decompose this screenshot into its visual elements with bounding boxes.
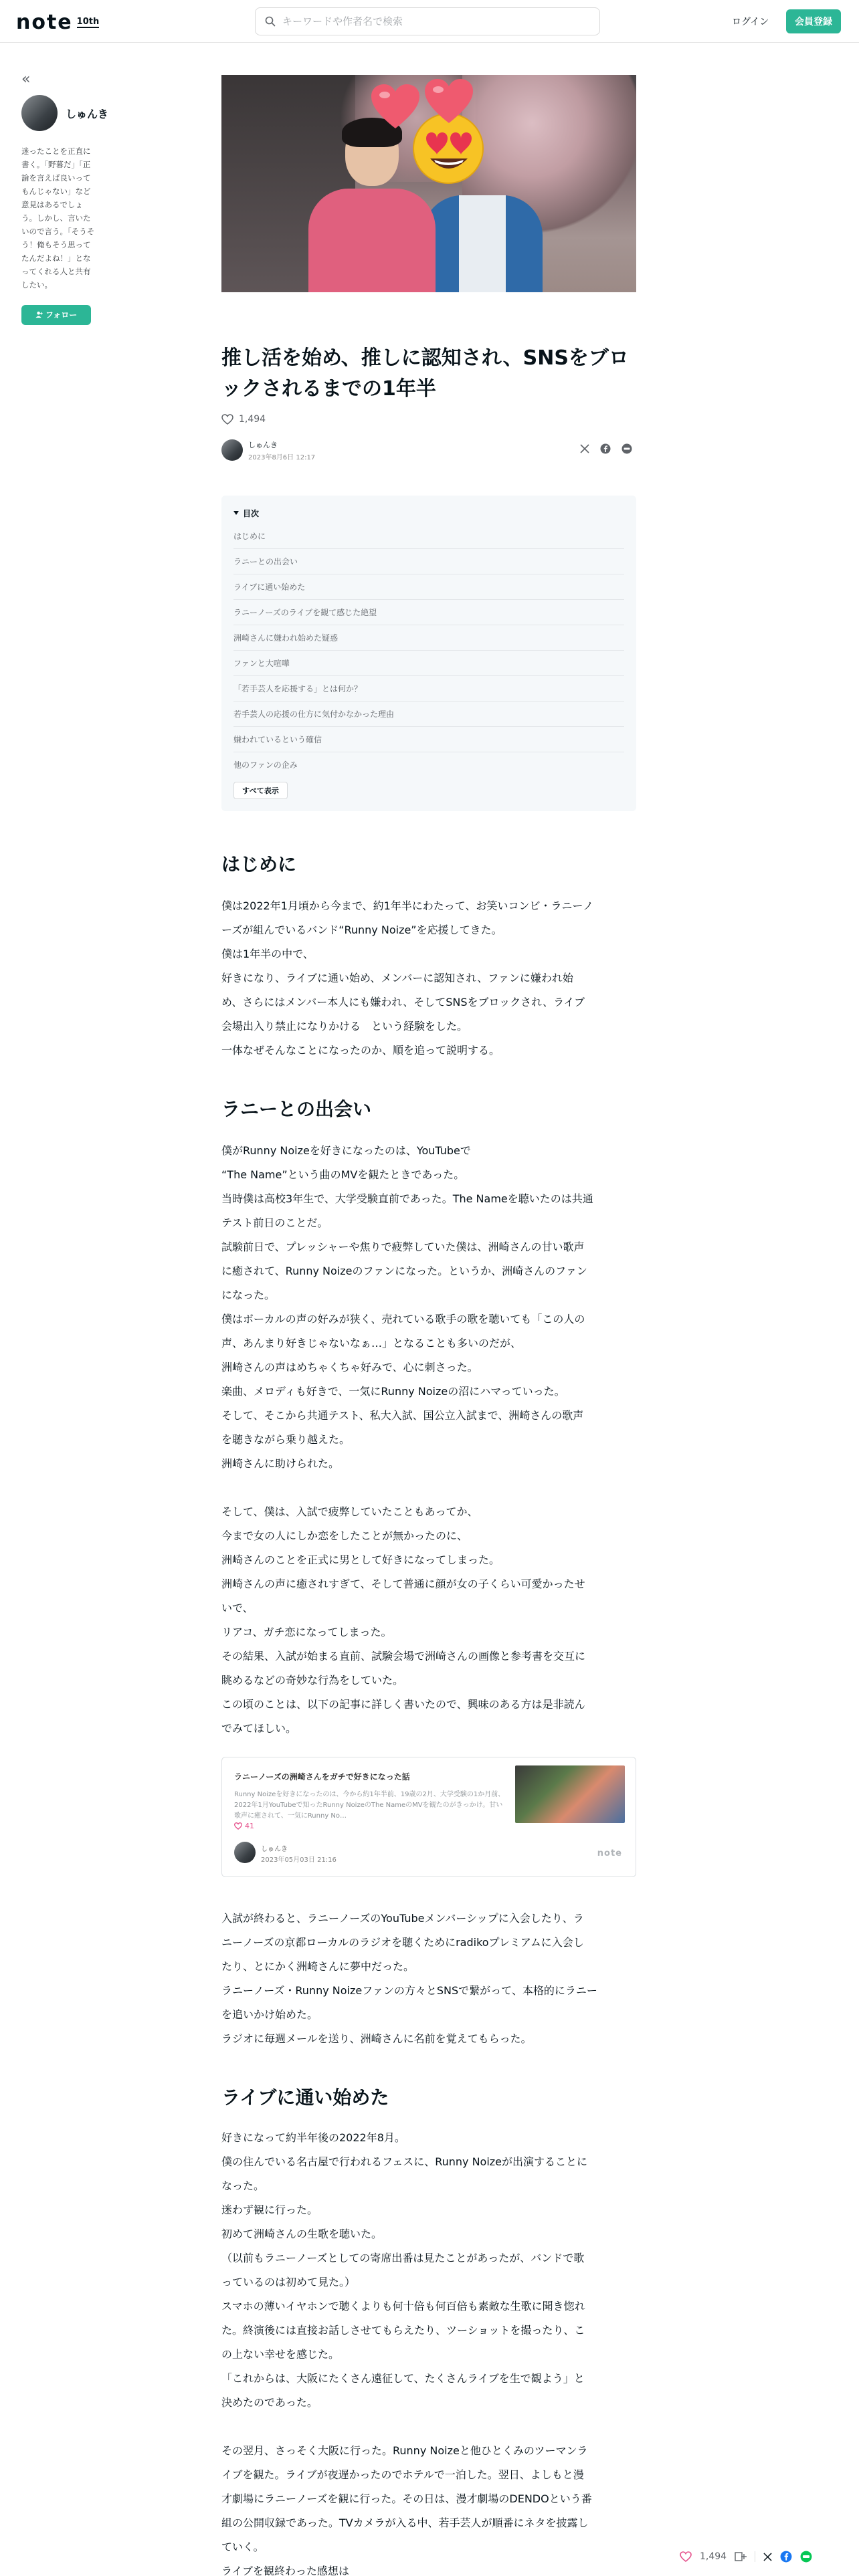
search-icon — [265, 16, 276, 27]
paragraph-line: ていく。 — [221, 2541, 264, 2553]
line-share-icon[interactable] — [622, 443, 632, 454]
section-body — [221, 1139, 636, 1741]
toc-item[interactable]: 他のファンの企み — [233, 760, 298, 770]
caret-down-icon — [233, 511, 239, 515]
paragraph-line: 決めたのであった。 — [221, 2396, 318, 2409]
paragraph-line: いで、 — [221, 1602, 254, 1614]
paragraph-line — [221, 2415, 636, 2439]
paragraph-line: の上ない幸せを感じた。 — [221, 2348, 340, 2361]
heart-sticker-icon — [370, 83, 421, 130]
section-heading: はじめに — [221, 853, 297, 875]
line-share-icon[interactable] — [800, 2551, 812, 2563]
paragraph-line: でみてほしい。 — [221, 1722, 297, 1735]
paragraph-line: ラジオに毎週メールを送り、洲崎さんに名前を覚えてもらった。 — [221, 2032, 532, 2045]
paragraph-line: 洲崎さんの声に癒されすぎて、そして普通に顔が女の子くらい可愛かったせ — [221, 1578, 585, 1590]
embed-likes — [234, 1822, 254, 1830]
embed-title[interactable]: ラニーノーズの洲崎さんをガチで好きになった話 — [234, 1772, 410, 1782]
paragraph-line: その翌月、さっそく大阪に行った。Runny Noizeと他ひとくみのツーマンラ — [221, 2444, 588, 2457]
embed-like-count: 41 — [245, 1822, 254, 1830]
toc-item[interactable]: ラニーとの出会い — [233, 549, 624, 574]
login-button[interactable]: ログイン — [721, 9, 779, 33]
toc-item[interactable]: はじめに — [233, 524, 624, 549]
toc-item[interactable]: ファンと大喧嘩 — [233, 651, 624, 676]
paragraph-line: スマホの薄いイヤホンで聴くよりも何十倍も何百倍も素敵な生歌に聞き惚れ — [221, 2300, 585, 2313]
search-input[interactable] — [282, 15, 577, 27]
paragraph-line: 僕は1年半の中で、 — [221, 948, 314, 960]
paragraph-line: 一体なぜそんなことになったのか、順を追って説明する。 — [221, 1044, 500, 1057]
logo-text: note — [16, 11, 73, 34]
paragraph-line: たり、とにかく洲崎さんに夢中だった。 — [221, 1960, 415, 1973]
like-count: 1,494 — [239, 414, 266, 425]
magazine-add-icon[interactable] — [735, 2551, 747, 2562]
paragraph-line: そして、そこから共通テスト、私大入試、国公立入試まで、洲崎さんの歌声 — [221, 1409, 584, 1422]
paragraph-line: 楽曲、メロディも好きで、一気にRunny Noizeの沼にハマっていった。 — [221, 1385, 565, 1398]
share-buttons — [580, 443, 632, 454]
collapse-sidebar-icon[interactable]: « — [21, 71, 31, 88]
toc-item[interactable]: 「若手芸人を応援する」とは何か？ — [233, 676, 624, 702]
paragraph-line: 好きになり、ライブに通い始め、メンバーに認知され、ファンに嫌われ始 — [221, 972, 573, 984]
paragraph-line: 会場出入り禁止になりかける という経験をした。 — [221, 1020, 468, 1033]
paragraph-line: 入試が終わると、ラニーノーズのYouTubeメンバーシップに入会したり、ラ — [221, 1912, 584, 1925]
paragraph-line: この頃のことは、以下の記事に詳しく書いたので、興味のある方は是非読ん — [221, 1698, 585, 1711]
paragraph-line: 好きになって約半年後の2022年8月。 — [221, 2131, 405, 2144]
paragraph-line: その結果、入試が始まる直前、試験会場で洲崎さんの画像と参考書を交互に — [221, 1650, 586, 1662]
avatar[interactable] — [21, 95, 58, 131]
heart-sticker-icon — [423, 78, 474, 124]
user-plus-icon — [35, 311, 43, 318]
paragraph-line: 洲崎さんの声はめちゃくちゃ好みで、心に刺さった。 — [221, 1361, 478, 1374]
paragraph-line: イブを観た。ライブが夜遅かったのでホテルで一泊した。翌日、よしもと漫 — [221, 2468, 584, 2481]
embed-date: 2023年05月03日 21:16 — [261, 1856, 337, 1864]
search-box[interactable] — [255, 7, 600, 35]
paragraph-line: そして、僕は、入試で疲弊していたこともあってか、 — [221, 1505, 478, 1518]
show-all-button[interactable]: すべて表示 — [233, 782, 288, 799]
facebook-share-icon[interactable] — [600, 443, 611, 454]
paragraph-line: に癒されて、Runny Noizeのファンになった。というか、洲崎さんのファン — [221, 1265, 587, 1277]
hero-image — [221, 75, 636, 292]
x-share-icon[interactable] — [763, 2553, 772, 2561]
paragraph-line: 才劇場にラニーノーズを観に行った。その日は、漫才劇場のDENDOという番 — [221, 2492, 592, 2505]
paragraph-line: テスト前日のことだ。 — [221, 1216, 328, 1229]
toc-item[interactable]: ライブに通い始めた — [233, 574, 624, 600]
paragraph-line: ーズが組んでいるバンド“Runny Noize”を応援してきた。 — [221, 924, 502, 936]
paragraph-line: た。終演後には直接お話しさせてもらえたり、ツーショットを撮ったり、こ — [221, 2324, 585, 2337]
paragraph-line: 僕は2022年1月頃から今まで、約1年半にわたって、お笑いコンビ・ラニーノ — [221, 899, 594, 912]
paragraph-line: 洲崎さんのことを正式に男として好きになってしまった。 — [221, 1553, 500, 1566]
meta-date: 2023年8月6日 12:17 — [248, 453, 316, 461]
paragraph-line: め、さらにはメンバー本人にも嫌われ、そしてSNSをブロックされ、ライブ — [221, 996, 585, 1008]
x-share-icon[interactable] — [580, 444, 589, 453]
author-bio: 迷ったことを正直に書く。「野暮だ」「正論を言えば良いってもんじゃない」など意見はあるでしょう。しかし、言いたいので言う。「そうそう！俺もそう思ってたんだよね！」となってくれる人と共有したい。 — [21, 146, 95, 290]
paragraph-line: 声、あんまり好きじゃないなぁ…」となることも多いのだが、 — [221, 1337, 522, 1350]
site-header — [0, 0, 859, 43]
signup-button[interactable]: 会員登録 — [786, 9, 841, 33]
heart-icon[interactable] — [221, 414, 233, 425]
paragraph-line: 迷わず観に行った。 — [221, 2204, 318, 2216]
paragraph-line: リアコ、ガチ恋になってしまった。 — [221, 1626, 392, 1638]
toc-item[interactable]: 嫌われているという確信 — [233, 727, 624, 752]
sidebar-author-name[interactable]: しゅんき — [66, 107, 109, 120]
sidebar-author[interactable] — [21, 95, 109, 131]
paragraph-line: 今まで女の人にしか恋をしたことが無かったのに、 — [221, 1529, 468, 1542]
paragraph-line: 初めて洲崎さんの生歌を聴いた。 — [221, 2228, 383, 2240]
article-meta — [221, 438, 636, 462]
section-body — [221, 1907, 636, 2051]
embed-note-logo: note — [597, 1848, 622, 1858]
paragraph-line: を聴きながら乗り越えた。 — [221, 1433, 351, 1446]
embed-thumbnail — [515, 1765, 625, 1823]
heart-icon[interactable] — [680, 2551, 692, 2562]
toc-header[interactable] — [233, 506, 624, 520]
article-title: 推し活を始め、推しに認知され、SNSをブロックされるまでの1年半 — [221, 346, 629, 401]
meta-author-name[interactable]: しゅんき — [248, 440, 278, 449]
avatar — [234, 1842, 256, 1863]
paragraph-line: 当時僕は高校3年生で、大学受験直前であった。The Nameを聴いたのは共通 — [221, 1192, 593, 1205]
avatar[interactable] — [221, 439, 243, 461]
embed-description: Runny Noizeを好きになったのは、今から約1年半前、19歳の2月、大学受験の1か月前、2022年1月YouTubeで知ったRunny NoizeのThe NameのMVを観たのがきっかけ。甘い歌声に癒されて、一気にRunny No… — [234, 1791, 505, 1820]
paragraph-line: “The Name”という曲のMVを観たときであった。 — [221, 1168, 465, 1181]
paragraph-line: っているのは初めて見た。） — [221, 2276, 356, 2288]
like-area[interactable] — [221, 414, 636, 425]
paragraph-line: 「これからは、大阪にたくさん遠征して、たくさんライブを生で観よう」と — [221, 2372, 585, 2385]
logo-badge: 10th — [76, 16, 100, 27]
paragraph-line — [221, 1476, 636, 1500]
paragraph-line: ラニーノーズ・Runny Noizeファンの方々とSNSで繋がって、本格的にラニー — [221, 1984, 597, 1997]
author-sidebar — [21, 71, 109, 325]
table-of-contents — [221, 496, 636, 811]
section-body — [221, 2126, 636, 2576]
toc-item[interactable]: 若手芸人の応援の仕方に気付かなかった理由 — [233, 702, 624, 727]
paragraph-line: 僕はボーカルの声の好みが狭く、売れている歌手の歌を聴いても「この人の — [221, 1313, 585, 1325]
note-logo[interactable] — [16, 11, 99, 34]
paragraph-line: 眺めるなどの奇妙な行為をしていた。 — [221, 1674, 404, 1687]
paragraph-line: ニーノーズの京都ローカルのラジオを聴くためにradikoプレミアムに入会し — [221, 1936, 584, 1949]
paragraph-line: 試験前日で、プレッシャーや焦りで疲弊していた僕は、洲崎さんの甘い歌声 — [221, 1241, 585, 1253]
paragraph-line: （以前もラニーノーズとしての寄席出番は見たことがあったが、バンドで歌 — [221, 2252, 585, 2264]
toc-item[interactable]: 洲崎さんに嫌われ始めた疑惑 — [233, 625, 624, 651]
paragraph-line: 洲崎さんに助けられた。 — [221, 1457, 340, 1470]
paragraph-line: になった。 — [221, 1289, 276, 1301]
toc-heading: 目次 — [243, 508, 260, 518]
paragraph-line: を追いかけ始めた。 — [221, 2008, 318, 2021]
paragraph-line: 組の公開収録であった。TVカメラが入る中、若手芸人が順番にネタを披露し — [221, 2516, 589, 2529]
paragraph-line: 僕の住んでいる名古屋で行われるフェスに、Runny Noizeが出演することに — [221, 2155, 588, 2168]
floating-action-bar — [680, 2547, 812, 2567]
paragraph-line: なった。 — [221, 2179, 265, 2192]
follow-button[interactable] — [21, 305, 91, 325]
facebook-share-icon[interactable] — [780, 2551, 792, 2563]
heart-icon — [234, 1822, 242, 1830]
embedded-article-card[interactable] — [221, 1757, 636, 1877]
section-body — [221, 894, 636, 1063]
paragraph-line: 僕がRunny Noizeを好きになったのは、YouTubeで — [221, 1144, 471, 1157]
follow-label: フォロー — [45, 310, 78, 320]
section-heading: ラニーとの出会い — [221, 1098, 372, 1120]
section-heading: ライブに通い始めた — [221, 2086, 389, 2109]
toc-item[interactable]: ラニーノーズのライブを観て感じた絶望 — [233, 600, 624, 625]
embed-author: しゅんき — [261, 1846, 288, 1853]
article — [221, 75, 636, 2576]
paragraph-line: ライブを観終わった感想は — [221, 2565, 349, 2576]
floating-like-count: 1,494 — [700, 2551, 727, 2562]
